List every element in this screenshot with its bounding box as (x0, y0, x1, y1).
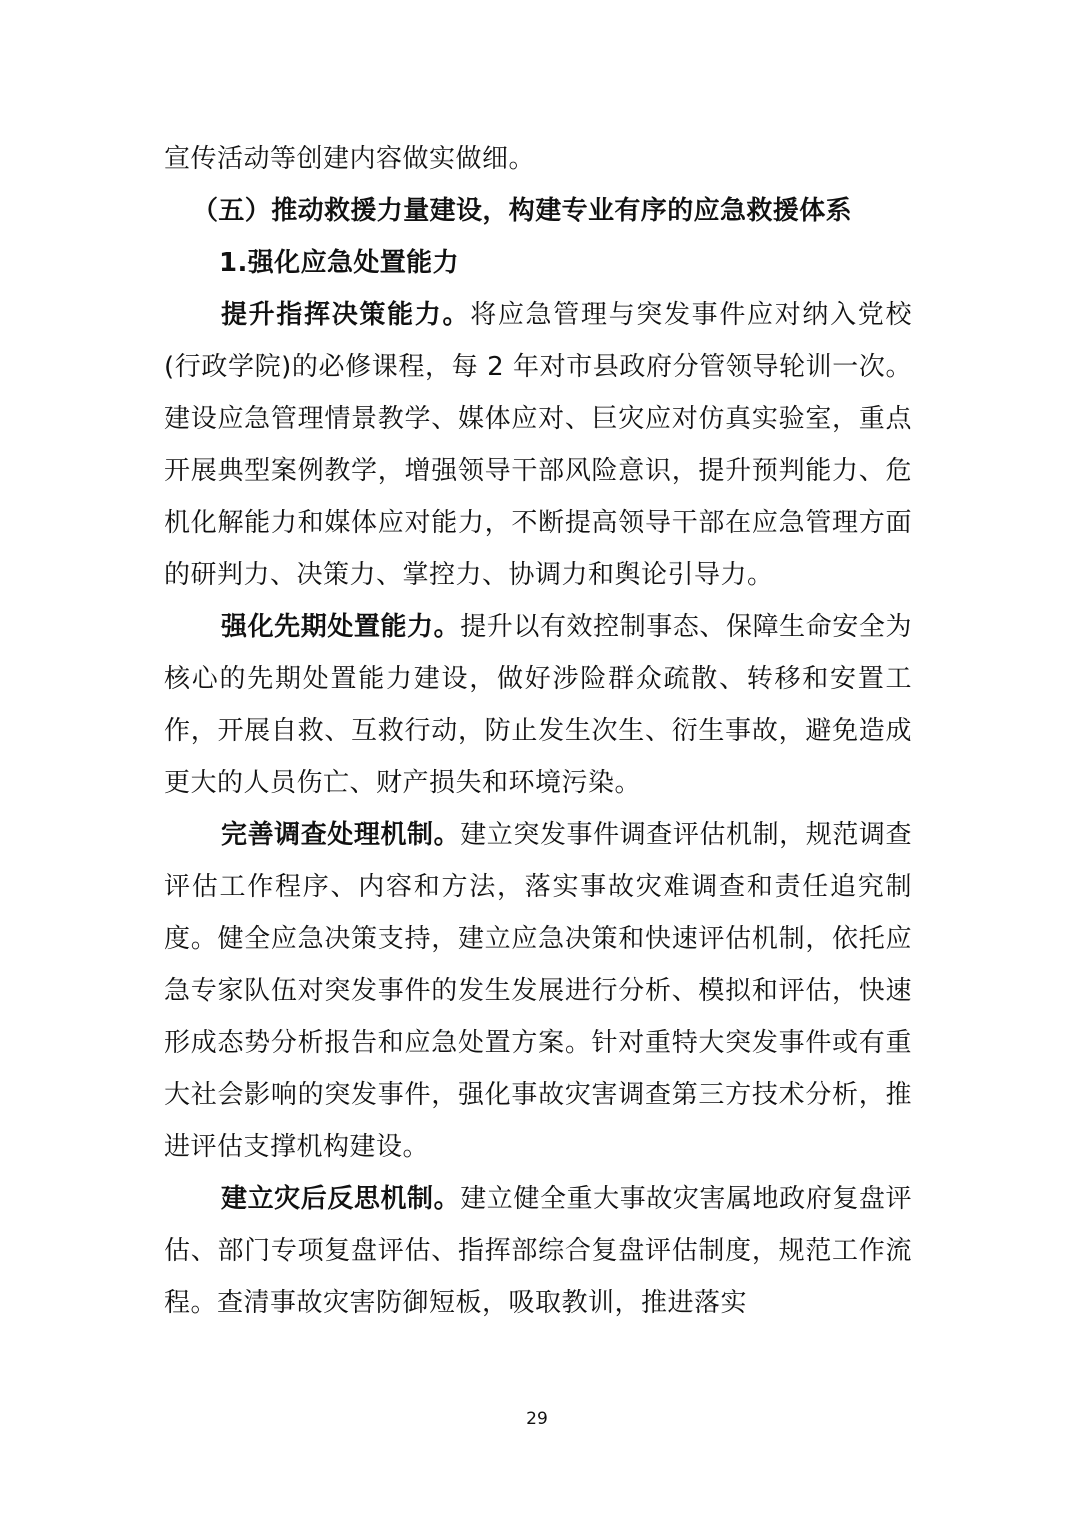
paragraph-command-decision (164, 289, 912, 601)
paragraph-body: 建立健全重大事故灾害属地政府复盘评估、部门专项复盘评估、指挥部综合复盘评估制度，规范工作流程。查清事故灾害防御短板，吸取教训，推进落实 (164, 1184, 912, 1318)
paragraph-lead: 建立灾后反思机制。 (221, 1184, 461, 1214)
page-number: 29 (526, 1409, 548, 1429)
paragraph-lead: 提升指挥决策能力。 (221, 300, 471, 330)
paragraph-initial-response (164, 601, 912, 809)
paragraph-body: 建立突发事件调查评估机制，规范调查评估工作程序、内容和方法，落实事故灾难调查和责任追究制度。健全应急决策支持，建立应急决策和快速评估机制，依托应急专家队伍对突发事件的发生发展进行分析、模拟和评估，快速形成态势分析报告和应急处置方案。针对重特大突发事件或有重大社会影响的突发事件，强化事故灾害调查第三方技术分析，推进评估支撑机构建设。 (164, 820, 912, 1162)
paragraph-body: 将应急管理与突发事件应对纳入党校(行政学院)的必修课程，每 2 年对市县政府分管领导轮训一次。建设应急管理情景教学、媒体应对、巨灾应对仿真实验室，重点开展典型案例教学，增强领导干部风险意识，提升预判能力、危机化解能力和媒体应对能力，不断提高领导干部在应急管理方面的研判力、决策力、掌控力、协调力和舆论引导力。 (164, 300, 912, 590)
paragraph-lead: 强化先期处置能力。 (221, 612, 461, 642)
document-body (164, 133, 912, 1329)
continuation-paragraph: 宣传活动等创建内容做实做细。 (164, 144, 536, 174)
section-heading: （五）推动救援力量建设，构建专业有序的应急救援体系 (192, 196, 853, 226)
paragraph-body: 提升以有效控制事态、保障生命安全为核心的先期处置能力建设，做好涉险群众疏散、转移和安置工作，开展自救、互救行动，防止发生次生、衍生事故，避免造成更大的人员伤亡、财产损失和环境污染。 (164, 612, 912, 798)
paragraph-post-disaster-review (164, 1173, 912, 1329)
subsection-heading: 1.强化应急处置能力 (219, 248, 459, 278)
paragraph-lead: 完善调查处理机制。 (221, 820, 461, 850)
paragraph-investigation (164, 809, 912, 1173)
